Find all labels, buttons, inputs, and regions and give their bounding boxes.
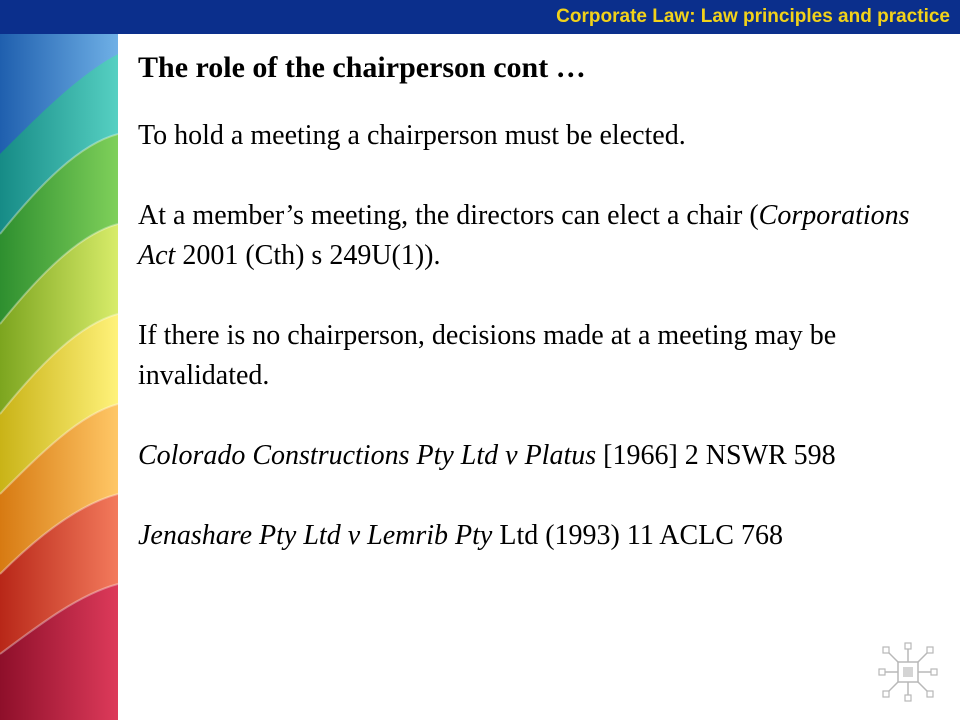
slide-title: The role of the chairperson cont … (138, 51, 586, 84)
case-name-colorado: Colorado Constructions Pty Ltd v Platus (138, 440, 597, 471)
header-title: Corporate Law: Law principles and practice (556, 6, 950, 27)
case-citation-colorado (138, 436, 948, 476)
paragraph-directors-text-before: At a member’s meeting, the directors can elect a chair ( (138, 200, 759, 231)
case-citation-jenashare (138, 516, 948, 556)
slide-content (138, 48, 948, 556)
side-art-paper-curls-icon (0, 34, 118, 720)
case-ref-jenashare: Ltd (1993) 11 ACLC 768 (492, 520, 783, 551)
case-name-jenashare: Jenashare Pty Ltd v Lemrib Pty (138, 520, 493, 551)
case-ref-colorado: [1966] 2 NSWR 598 (596, 440, 836, 471)
act-name: Corporations Act (138, 200, 910, 271)
paragraph-directors-text-after: 2001 (Cth) s 249U(1)). (175, 240, 441, 271)
header-bar (0, 0, 960, 34)
paragraph-no-chairperson: If there is no chairperson, decisions made at a meeting may be invalidated. (138, 320, 837, 391)
network-node-icon (878, 642, 938, 702)
paragraph-directors-elect (138, 196, 948, 276)
paragraph-elect-chair: To hold a meeting a chairperson must be elected. (138, 120, 686, 151)
